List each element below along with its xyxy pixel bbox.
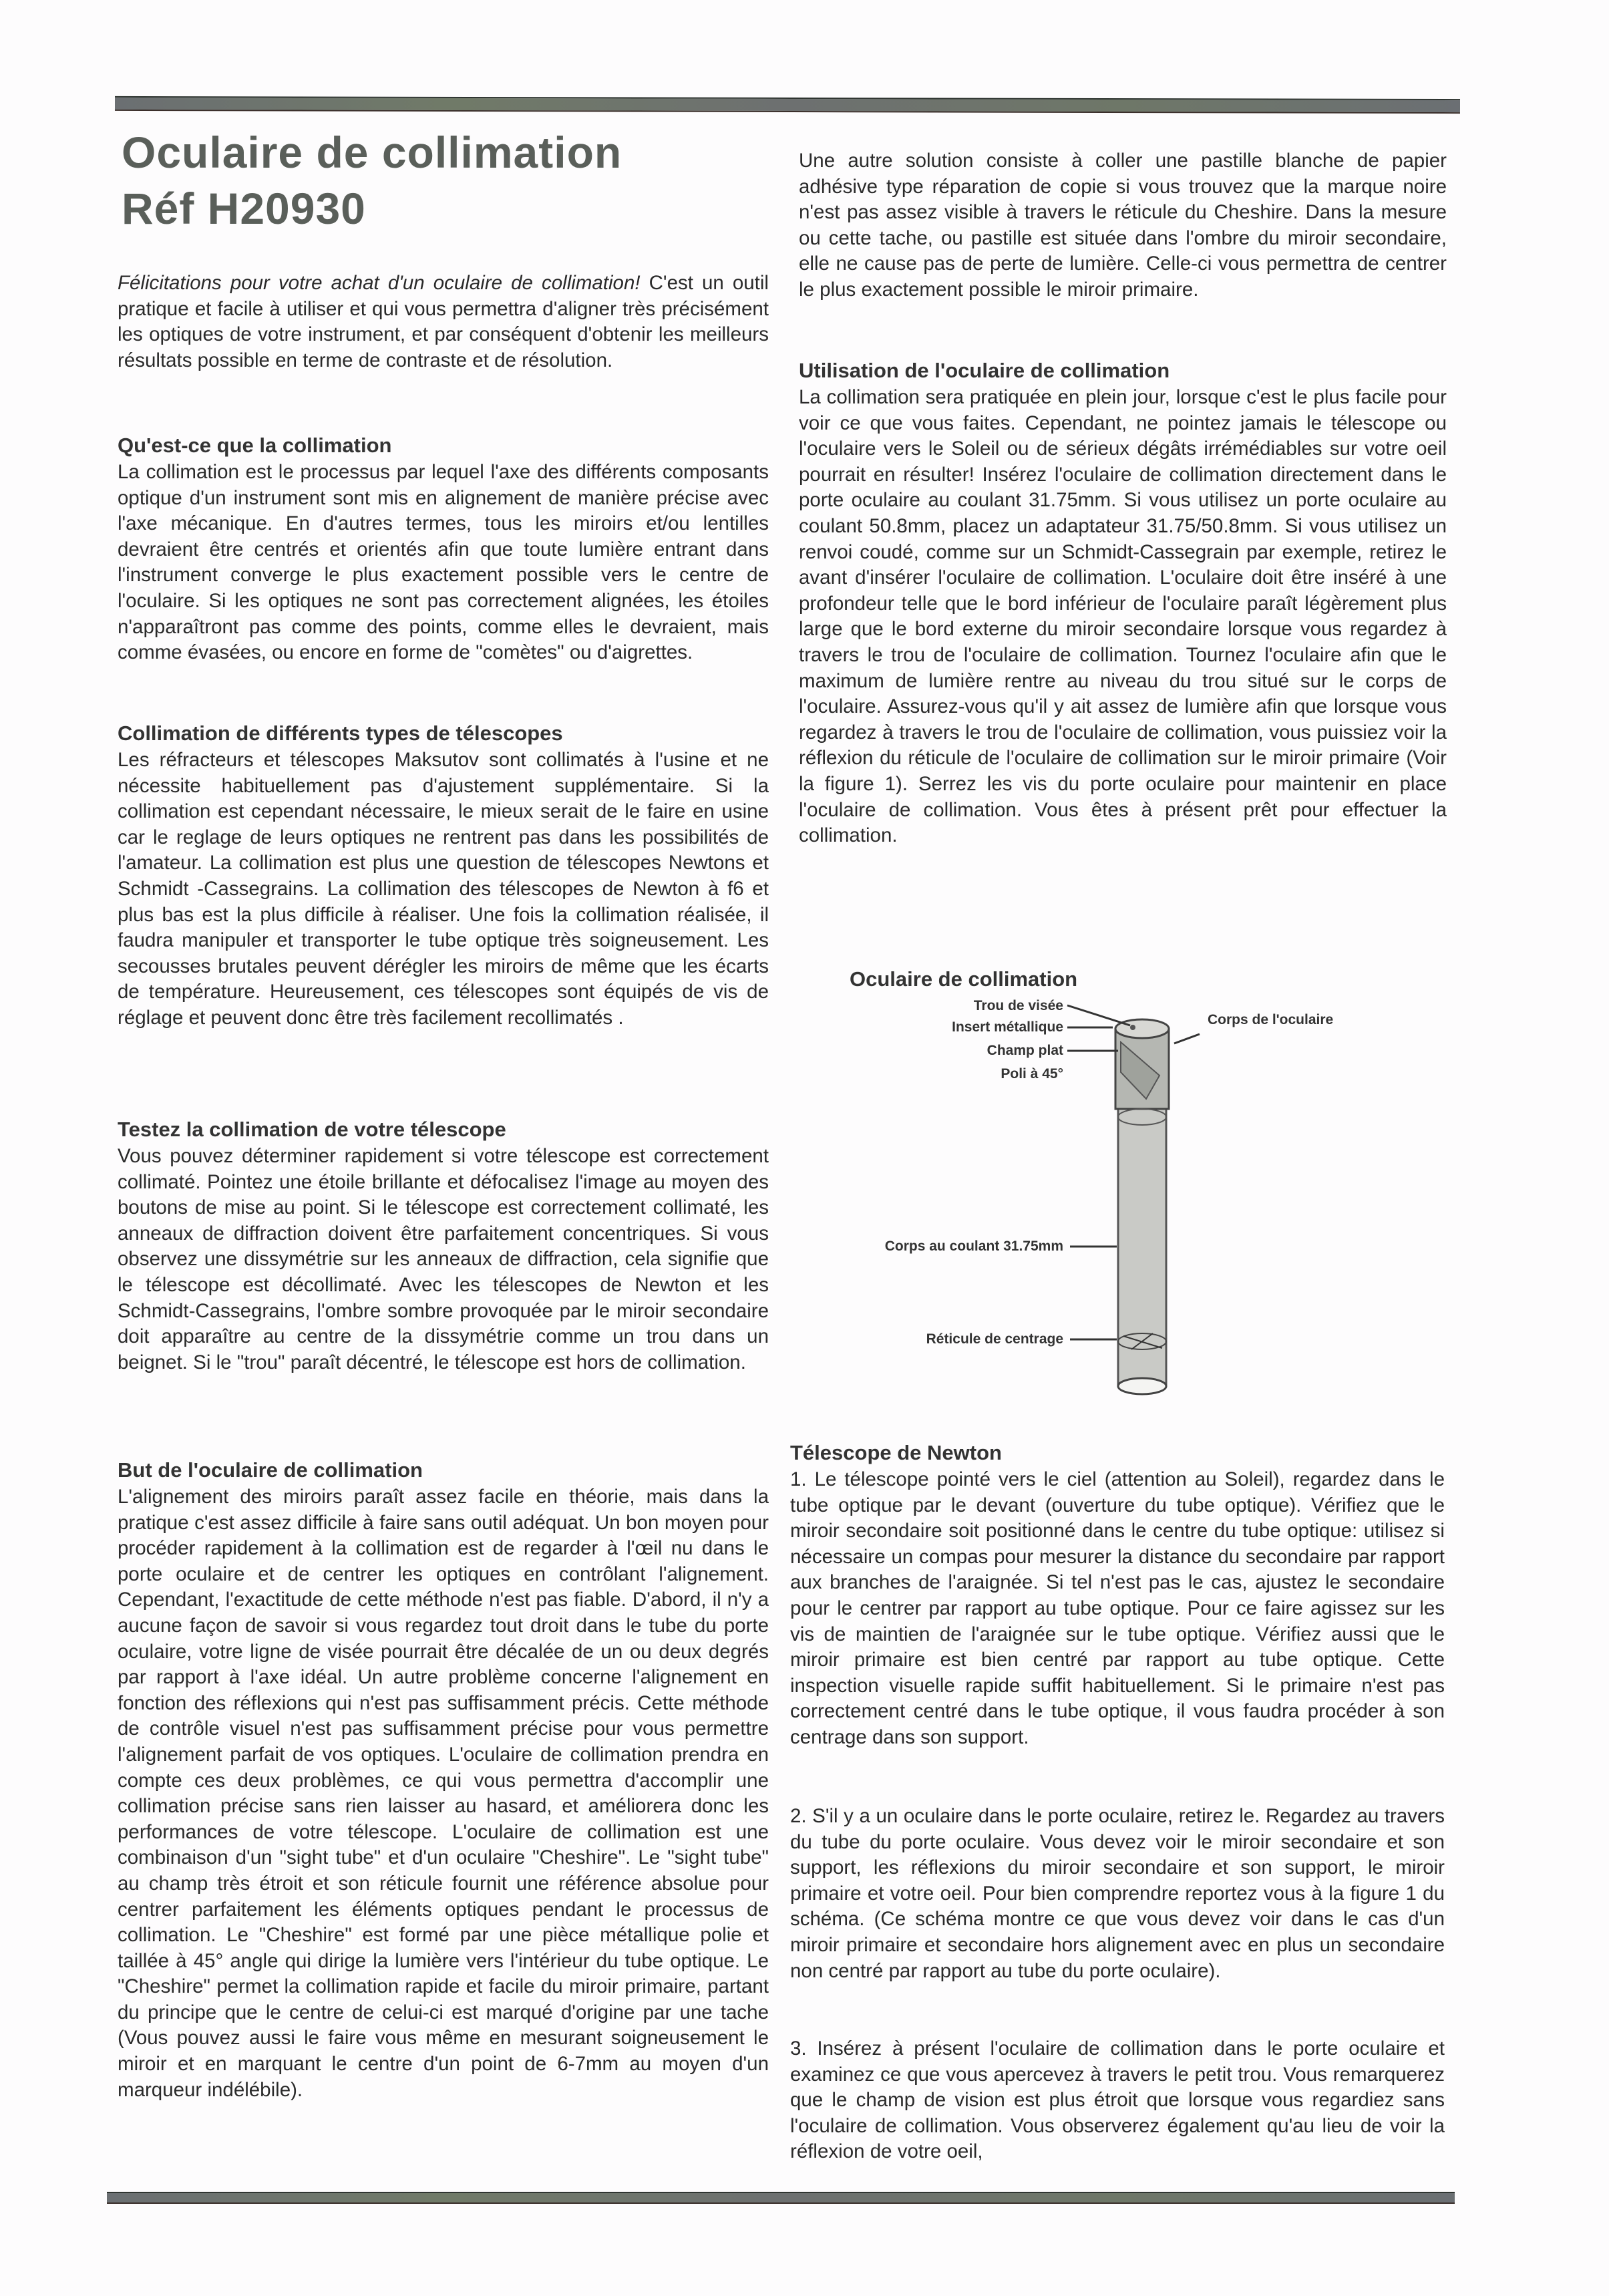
section-text: L'alignement des miroirs paraît assez facile en théorie, mais dans la pratique c'est assez difficile à faire sans outil adéquat. Un bon moyen pour procéder rapidement à la collimation est de regarder à l'œil nu dans le porte oculaire et de centrer les optiques en contrôlant l'alignement. Cependant, l'exactitude de cette méthode n'est pas fiable. D'abord, il n'y a aucune façon de savoir si vous regardez tout droit dans le tube du porte oculaire, votre ligne de visée pourrait être décalée de un ou deux degrés par rapport à l'axe idéal. Un autre problème concerne l'alignement en fonction des réflexions qui n'est pas suffisamment précis. Cette méthode de contrôle visuel n'est pas suffisamment précise pour vous permettre l'alignement parfait de vos optiques. L'oculaire de collimation prendra en compte ces deux problèmes, ce qui vous permettra d'accomplir une collimation précise sans rien laisser au hasard, et améliorera donc les performances de votre télescope. L'oculaire de collimation est une combinaison d'un "sight tube" et d'un oculaire "Cheshire". Le "sight tube" au champ très étroit et son réticule fournit une référence absolue pour centrer parfaitement les éléments optiques pendant le processus de collimation. Le "Cheshire" est formé par une pièce métallique polie et taillée à 45° angle qui dirige la lumière vers l'intérieur du tube optique. Le "Cheshire" permet la collimation rapide et facile du miroir primaire, partant du principe que le centre de celui-ci est marqué d'origine par une tache (Vous pouvez aussi le faire vous même en mesurant soigneusement le miroir et en marquant le centre d'un point de 6-7mm au moyen d'un marqueur indélébile).: [118, 1486, 769, 2101]
newton-step-2: 2. S'il y a un oculaire dans le porte oculaire, retirez le. Regardez au travers du tube du porte oculaire. Vous devez voir le miroir secondaire et son support, les réflexions du miroir secondaire et son support, le miroir primaire et votre oeil. Pour bien comprendre reportez vous à la figure 1 du schéma. (Ce schéma montre ce que vous devez voir dans le cas d'un miroir primaire et secondaire hors alignement avec en plus un secondaire non centré par rapport au tube du porte oculaire).: [790, 1805, 1445, 1982]
top-rule: [115, 96, 1460, 114]
barrel-bottom: [1118, 1378, 1166, 1394]
leader-line: [1067, 1005, 1130, 1025]
title-line-2: Réf H20930: [122, 184, 366, 233]
section-heading: But de l'oculaire de collimation: [118, 1458, 423, 1482]
sight-hole: [1130, 1025, 1135, 1030]
label-barrel: Corps au coulant 31.75mm: [884, 1239, 1063, 1254]
label-crosshair: Réticule de centrage: [926, 1331, 1063, 1347]
eyepiece-diagram: [799, 962, 1460, 1416]
newton-step-3: 3. Insérez à présent l'oculaire de collimation dans le porte oculaire et examinez ce que vous apercevez à travers le petit trou. Vous remarquerez que le champ de vision est plus étroit que lorsque vous regardiez sans l'oculaire de collimation. Vous observerez également qu'au lieu de voir la réflexion de votre oeil,: [790, 2037, 1445, 2163]
label-flat-field: Champ plat: [987, 1043, 1063, 1058]
section-heading: Testez la collimation de votre télescope: [118, 1118, 506, 1141]
label-polished-45: Poli à 45°: [1001, 1066, 1063, 1082]
intro-paragraph: [118, 271, 769, 373]
newton-step-1: 1. Le télescope pointé vers le ciel (attention au Soleil), regardez dans le tube optique par le devant (ouverture du tube optique). Vérifiez que le miroir secondaire soit positionné dans le centre du tube optique: utilisez si nécessaire un compas pour mesurer la distance du secondaire par rapport aux branches de l'araignée. Si tel n'est pas le cas, ajustez le secondaire pour le centrer par rapport au tube optique. Pour ce faire agissez sur les vis de maintien de l'araignée sur le tube optique. Vérifiez aussi que le miroir primaire est bien centré par rapport au tube optique. Cette inspection visuelle rapide suffit habituellement. Si le primaire n'est pas correctement centré dans le tube optique, il vous faudra procéder à son centrage dans son support.: [790, 1468, 1445, 1748]
eyepiece-top-cap: [1115, 1019, 1169, 1038]
intro-italic: Félicitations pour votre achat d'un oculaire de collimation!: [118, 272, 641, 294]
label-sight-hole: Trou de visée: [973, 998, 1063, 1013]
title-line-1: Oculaire de collimation: [122, 128, 622, 177]
label-metal-insert: Insert métallique: [952, 1019, 1063, 1035]
figure-title: Oculaire de collimation: [850, 967, 1078, 991]
newton-heading: Télescope de Newton: [790, 1441, 1002, 1464]
bottom-rule: [107, 2192, 1455, 2204]
usage-heading: Utilisation de l'oculaire de collimation: [799, 359, 1170, 382]
page-title: [122, 124, 622, 236]
section-heading: Qu'est-ce que la collimation: [118, 434, 392, 457]
label-eyepiece-body: Corps de l'oculaire: [1208, 1012, 1334, 1027]
usage-text: La collimation sera pratiquée en plein jour, lorsque c'est le plus facile pour voir ce que vous faites. Cependant, ne pointez jamais le télescope ou l'oculaire vers le Soleil ou de sérieux dégâts irrémédiables sur votre oeil pourrait en résulter! Insérez l'oculaire de collimation directement dans le porte oculaire au coulant 31.75mm. Si vous utilisez un porte oculaire au coulant 50.8mm, placez un adaptateur 31.75/50.8mm. Si vous utilisez un renvoi coudé, comme sur un Schmidt-Cassegrain par exemple, retirez le avant d'insérer l'oculaire de collimation. L'oculaire doit être inséré à une profondeur telle que le bord inférieur de l'oculaire paraît légèrement plus large que le bord externe du miroir secondaire lorsque vous regardez à travers le trou de l'oculaire de collimation. Tournez l'oculaire afin que le maximum de lumière rentre au niveau du trou situé sur le corps de l'oculaire. Assurez-vous qu'il y ait assez de lumière afin que lorsque vous regardez à travers le trou de l'oculaire de collimation, vous puissiez voir la réflexion du réticule de l'oculaire de collimation sur le miroir primaire (Voir la figure 1). Serrez les vis du porte oculaire pour maintenir en place l'oculaire de collimation. Vous êtes à présent prêt pour effectuer la collimation.: [799, 386, 1447, 847]
cheshire-note-paragraph: Une autre solution consiste à coller une pastille blanche de papier adhésive type réparation de copie si vous trouvez que la marque noire n'est pas assez visible à travers le réticule du Cheshire. Dans la mesure ou cette tache, ou pastille est située dans l'ombre du miroir secondaire, elle ne cause pas de perte de lumière. Celle-ci vous permettra de centrer le plus exactement possible le miroir primaire.: [799, 150, 1447, 301]
leader-line: [1174, 1034, 1200, 1043]
section-text: Les réfracteurs et télescopes Maksutov sont collimatés à l'usine et ne nécessite habituellement pas d'ajustement supplémentaire. Si la collimation est cependant nécessaire, le mieux serait de le faire en usine car le reglage de leurs optiques ne rentrent pas dans les possibilités de l'amateur. La collimation est plus une question de télescopes Newtons et Schmidt -Cassegrains. La collimation des télescopes de Newton à f6 et plus bas est la plus difficile à réaliser. Une fois la collimation réalisée, il faudra manipuler et transporter le tube optique très soigneusement. Les secousses brutales peuvent dérégler les miroirs de même que les écarts de température. Heureusement, ces télescopes sont équipés de vis de réglage et peuvent donc être très facilement recollimatés .: [118, 749, 769, 1029]
intro-text: C'est un outil pratique et facile à utiliser et qui vous permettra d'aligner très précisément les optiques de votre instrument, et par conséquent d'obtenir les meilleurs résultats possible en terme de contraste et de résolution.: [118, 272, 769, 371]
section-text: Vous pouvez déterminer rapidement si votre télescope est correctement collimaté. Pointez une étoile brillante et défocalisez l'image au moyen des boutons de mise au point. Si le télescope est correctement collimaté, les anneaux de diffraction doivent être parfaitement concentriques. Si vous observez une dissymétrie sur les anneaux de diffraction, cela signifie que le télescope est décollimaté. Avec les télescopes de Newton et les Schmidt-Cassegrains, l'ombre sombre provoquée par le miroir secondaire doit apparaître au centre de la dissymétrie comme un trou dans un beignet. Si le "trou" paraît décentré, le télescope est hors de collimation.: [118, 1145, 769, 1373]
section-text: La collimation est le processus par lequel l'axe des différents composants optique d'un instrument sont mis en alignement de manière précise avec l'axe mécanique. En d'autres termes, tous les miroirs et/ou lentilles devraient être centrés et orientés afin que toute lumière entrant dans l'instrument converge le plus exactement possible vers le centre de l'oculaire. Si les optiques ne sont pas correctement alignées, les étoiles n'apparaîtront pas comme des points, comme elles le devraient, mais comme évasées, ou encore en forme de "comètes" ou d'aigrettes.: [118, 461, 769, 664]
section-heading: Collimation de différents types de télescopes: [118, 721, 563, 745]
collimation-eyepiece-figure: [799, 962, 1460, 1416]
